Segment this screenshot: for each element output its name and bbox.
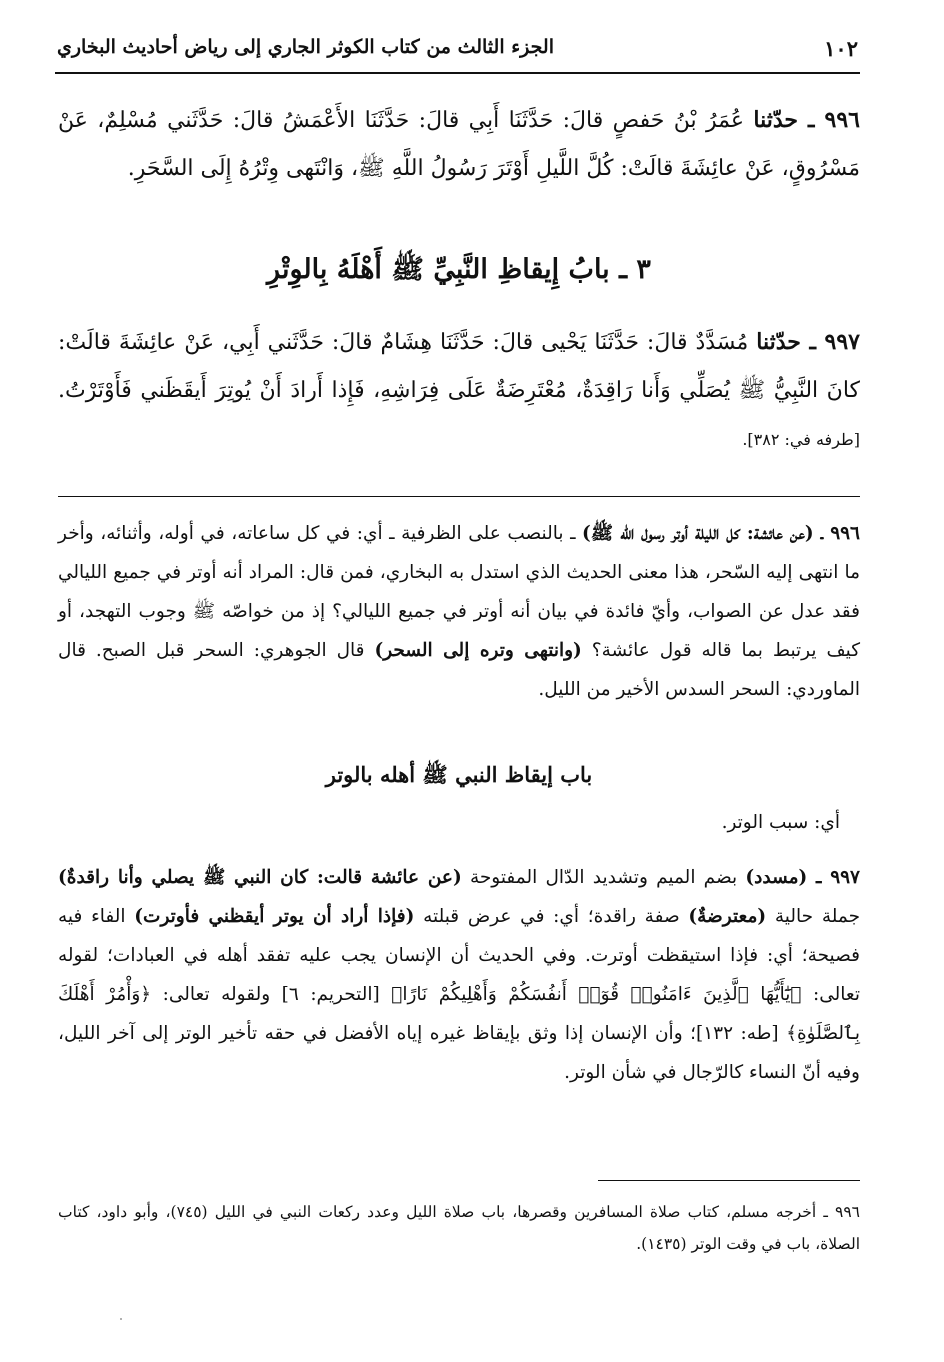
commentary-lead: ٩٩٧ ـ (مسدد) (745, 867, 860, 888)
commentary-quote: (وانتهى وتره إلى السحر) (374, 640, 582, 661)
chapter-meaning: أي: سبب الوتر. (721, 812, 840, 833)
commentary-text: ـ بالنصب على الظرفية ـ أي: في كل ساعاته، في أوله، وأثنائه، وأخر ما انتهى إليه السّحر، هذا معنى الحديث الذي استدل به البخاري، فمن قال: المراد أنه أوتر في جميع الليالي فقد عدل عن الصواب، وأيّ فائدة في بيان أنه أوتر في جميع الليالي؟ إذ من خواصّه ﷺ وجوب التهجد، أو كيف يرتبط بما قاله قول عائشة؟ (58, 523, 860, 661)
hadith-997 (58, 318, 860, 464)
cross-reference: [طرفه في: ٣٨٢]. (742, 430, 860, 449)
running-title: الجزء الثالث من كتاب الكوثر الجاري إلى رياض أحاديث البخاري (57, 36, 554, 58)
commentary-text: الفاء فيه فصيحة؛ أي: فإذا استيقظت أوترت. وفي الحديث أن الإنسان يجب عليه تفقد أهله في العبادات؛ لقوله تعالى: ﴿يَٰٓأَيُّهَا ٱلَّذِينَ ءَامَنُوا۟ قُوٓا۟ أَنفُسَكُمْ وَأَهْلِيكُمْ نَارًا﴾ [التحريم: ٦] ولقوله تعالى: ﴿وَأْمُرْ أَهْلَكَ بِٱلصَّلَوٰةِ﴾ [طه: ١٣٢]؛ وأن الإنسان إذا وثق بإيقاظ غيره إياه الأفضل في حقه تأخير الوتر إلى آخر الليل، وفيه أنّ النساء كالرّجال في شأن الوتر. (58, 906, 860, 1083)
commentary-text: بضم الميم وتشديد الدّال المفتوحة (469, 867, 738, 888)
page-number: ١٠٢ (824, 36, 858, 61)
footnote-rule (598, 1180, 860, 1181)
hadith-number-lead: ٩٩٧ ـ حدّثنا (756, 329, 860, 355)
hadith-text: عُمَرُ بْنُ حَفصٍ قالَ: حَدَّثَنَا أَبِي قالَ: حَدَّثَنَا الأَعْمَشُ قالَ: حَدَّثَني مُسْلِمٌ، عَنْ مَسْرُوقٍ، عَنْ عائِشَةَ قالَتْ: كُلَّ اللَّيلِ أَوْتَرَ رَسُولُ اللَّهِ ﷺ، وَانْتَهى وِتْرُهُ إِلَى السَّحَرِ. (58, 108, 860, 181)
commentary-text: جملة حالية (774, 906, 860, 927)
section-divider (58, 496, 860, 497)
footnote: ٩٩٦ ـ أخرجه مسلم، كتاب صلاة المسافرين وقصرها، باب صلاة الليل وعدد ركعات النبي في الليل (٧٤٥)، وأبو داود، كتاب الصلاة، باب في وقت الوتر (١٤٣٥). (58, 1203, 860, 1253)
commentary-quote: (عن عائشة قالت: كان النبي ﷺ يصلي وأنا راقدةٌ) (58, 867, 462, 888)
chapter-heading: ٣ ـ بابُ إِيقاظِ النَّبِيِّ ﷺ أَهْلَهُ بِالوِتْرِ (267, 254, 651, 285)
hadith-number-lead: ٩٩٦ ـ حدّثنا (753, 107, 860, 133)
scan-speck (120, 1318, 122, 1320)
commentary-chapter-heading: باب إيقاظ النبي ﷺ أهله بالوتر (325, 762, 593, 787)
commentary-996 (58, 514, 860, 709)
commentary-997 (58, 858, 860, 1092)
commentary-text: صفة راقدة؛ أي: في عرض قبلته (423, 906, 680, 927)
hadith-996 (58, 96, 860, 193)
commentary-text: قال الجوهري: السحر قبل الصبح. قال الماوردي: السحر السدس الأخير من الليل. (58, 640, 860, 700)
commentary-quote: (فإذا أراد أن يوتر أيقظني فأوترت) (134, 906, 415, 927)
hadith-text: مُسَدَّدٌ قالَ: حَدَّثَنَا يَحْيى قالَ: حَدَّثَنَا هِشَامٌ قالَ: حَدَّثَني أَبِي، عَنْ عائِشَةَ قالَتْ: كانَ النَّبِيُّ ﷺ يُصَلِّي وَأَنا رَاقِدَةٌ، مُعْتَرِضَةٌ عَلَى فِرَاشِهِ، فَإِذا أَرادَ أَنْ يُوتِرَ أَيقَظَني فَأَوْتَرْتُ. (58, 330, 860, 403)
page-header (57, 30, 858, 70)
commentary-lead: ٩٩٦ ـ (عن عائشة: كل الليلة أوتر رسول الله ﷺ) (582, 523, 860, 544)
header-rule (55, 72, 860, 74)
commentary-quote: (معترضةٌ) (688, 906, 767, 927)
